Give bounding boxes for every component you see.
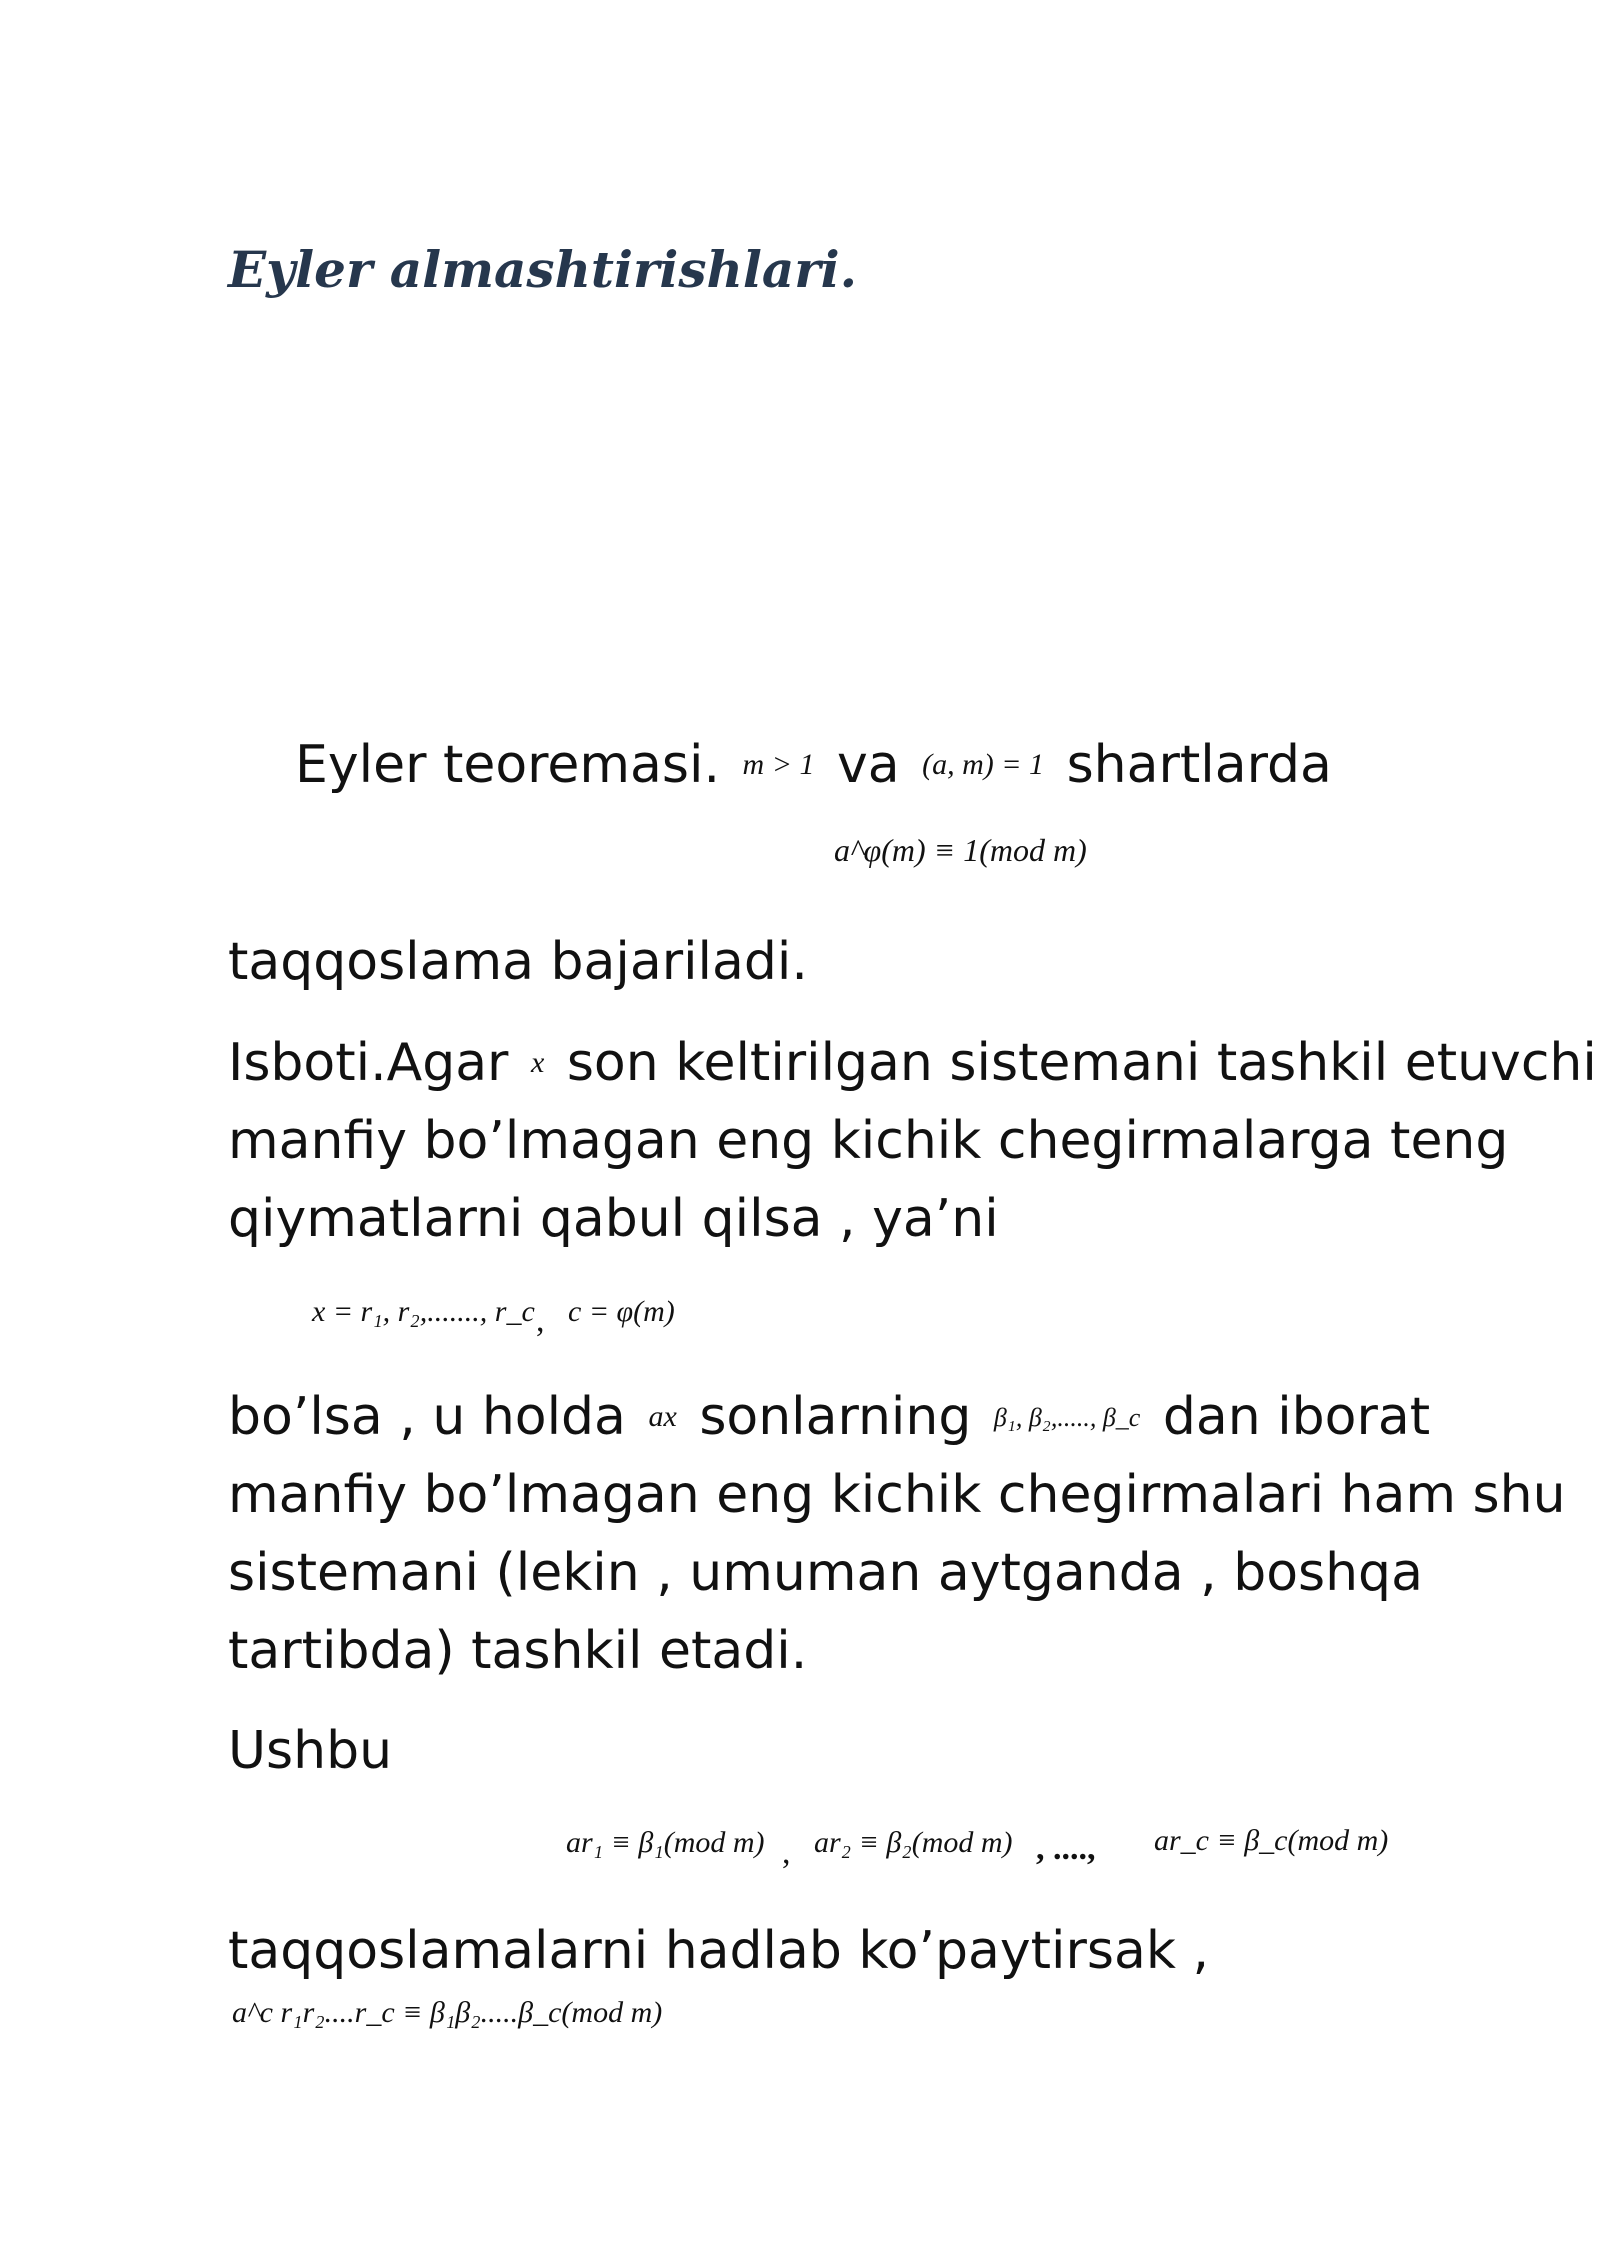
bolsa-end: dan iborat — [1162, 1387, 1431, 1447]
paragraph-bolsa-line4: tartibda) tashkil etadi. — [228, 1621, 808, 1681]
beta-sequence: β₁, β₂,....., β_c — [993, 1403, 1141, 1432]
paragraph-isboti-line1 — [228, 1024, 1597, 1102]
bolsa-mid: sonlarning — [699, 1387, 972, 1447]
variable-ax: ax — [648, 1400, 677, 1433]
residue-system-formula: x = r₁, r₂,......., r_c — [312, 1295, 535, 1328]
congruence-1: ar₁ ≡ β₁(mod m) — [566, 1826, 765, 1859]
paragraph-bolsa-line3: sistemani (lekin , umuman aytganda , boshqa — [228, 1543, 1423, 1603]
congruence-2: ar₂ ≡ β₂(mod m) — [814, 1826, 1013, 1859]
congruence-separator-1: , — [782, 1834, 791, 1871]
paragraph-ushbu: Ushbu — [228, 1721, 393, 1781]
isboti-lead: Isboti.Agar — [228, 1033, 509, 1093]
paragraph-hadlab: taqqoslamalarni hadlab ko’paytirsak , — [228, 1921, 1209, 1981]
phi-formula: c = φ(m) — [568, 1295, 675, 1328]
euler-congruence-formula: a^φ(m) ≡ 1(mod m) — [834, 832, 1087, 868]
congruence-c: ar_c ≡ β_c(mod m) — [1154, 1824, 1389, 1857]
product-congruence-formula: a^c r₁r₂....r_c ≡ β₁β₂.....β_c(mod m) — [232, 1996, 663, 2029]
page-title: Eyler almashtirishlari. — [228, 240, 857, 299]
theorem-shartlarda: shartlarda — [1066, 735, 1332, 795]
variable-x: x — [530, 1046, 545, 1079]
isboti-rest: son keltirilgan sistemani tashkil etuvchi — [566, 1033, 1597, 1093]
paragraph-bolsa-line1 — [228, 1378, 1430, 1457]
bolsa-lead: bo’lsa , u holda — [228, 1387, 626, 1447]
paragraph-bolsa-line2: manfiy bo’lmagan eng kichik chegirmalari ham shu — [228, 1465, 1566, 1525]
paragraph-isboti-line2: manfiy bo’lmagan eng kichik chegirmalarga teng — [228, 1111, 1509, 1171]
paragraph-isboti-line3: qiymatlarni qabul qilsa , ya’ni — [228, 1189, 999, 1249]
theorem-condition-gcd: (a, m) = 1 — [922, 748, 1045, 781]
formula-separator-comma: , — [536, 1302, 545, 1339]
theorem-lead: Eyler teoremasi. — [295, 735, 720, 795]
congruence-ellipsis: , ...., — [1036, 1830, 1096, 1867]
theorem-statement — [295, 726, 1332, 804]
theorem-va: va — [836, 735, 900, 795]
paragraph-taqqoslama: taqqoslama bajariladi. — [228, 932, 808, 992]
theorem-condition-m: m > 1 — [742, 748, 815, 781]
